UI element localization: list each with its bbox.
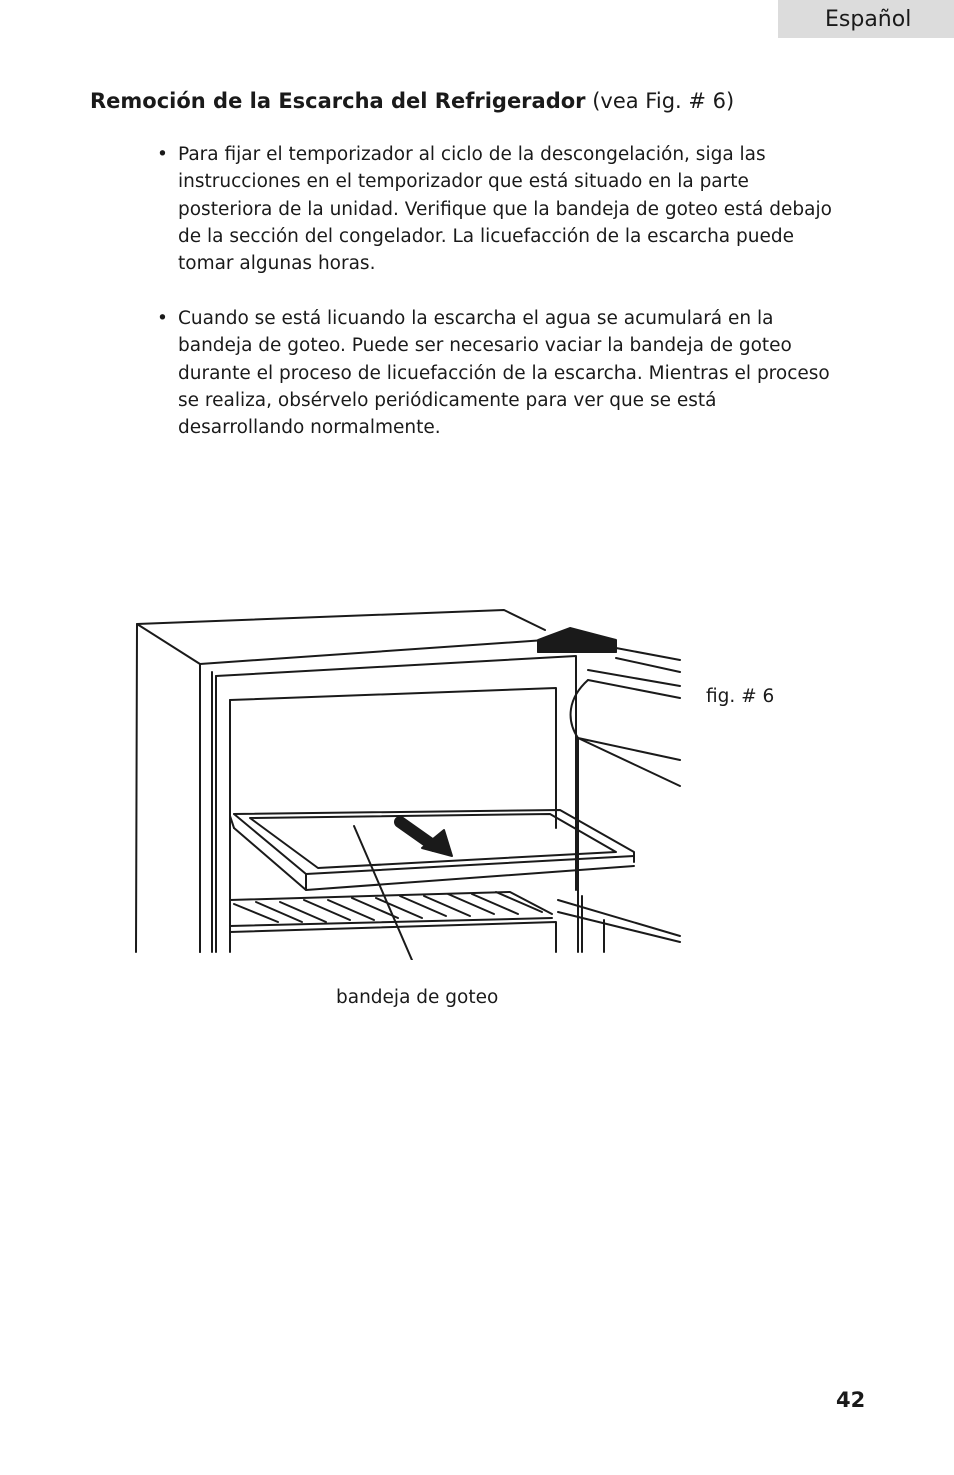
bullet-marker: • <box>157 144 168 165</box>
drip-tray-callout: bandeja de goteo <box>336 987 499 1008</box>
bullet-item-melting <box>157 305 848 441</box>
figure-reference: (vea Fig. # 6) <box>592 89 735 113</box>
refrigerator-illustration <box>130 600 690 960</box>
wire-shelf <box>230 892 556 952</box>
language-tab: Español <box>778 0 954 38</box>
callout-leader-line <box>354 826 418 960</box>
page-number: 42 <box>836 1388 866 1412</box>
figure-label: fig. # 6 <box>706 686 775 707</box>
bullet-item-timer <box>157 141 848 277</box>
drip-tray-arrow <box>400 822 452 856</box>
bullet-text: Para fijar el temporizador al ciclo de la descongelación, siga las instrucciones en el temporizador que está situado en la parte posteriora de la unidad. Verifique que la bandeja de goteo está debajo de la sección del congelador. La licuefacción de la escarcha puede tomar algunas horas. <box>178 144 832 275</box>
section-heading <box>90 86 734 116</box>
cabinet-front-frame <box>200 656 576 952</box>
bullet-text: Cuando se está licuando la escarcha el agua se acumulará en la bandeja de goteo. Puede ser necesario vaciar la bandeja de goteo durante el proceso de licuefacción de la escarcha. Mientras el proceso se realiza, obsérvelo periódicamente para ver que se está desarrollando normalmente. <box>178 308 830 439</box>
hinge-arrow <box>538 628 616 652</box>
bullet-marker: • <box>157 308 168 329</box>
section-title: Remoción de la Escarcha del Refrigerador <box>90 89 586 113</box>
